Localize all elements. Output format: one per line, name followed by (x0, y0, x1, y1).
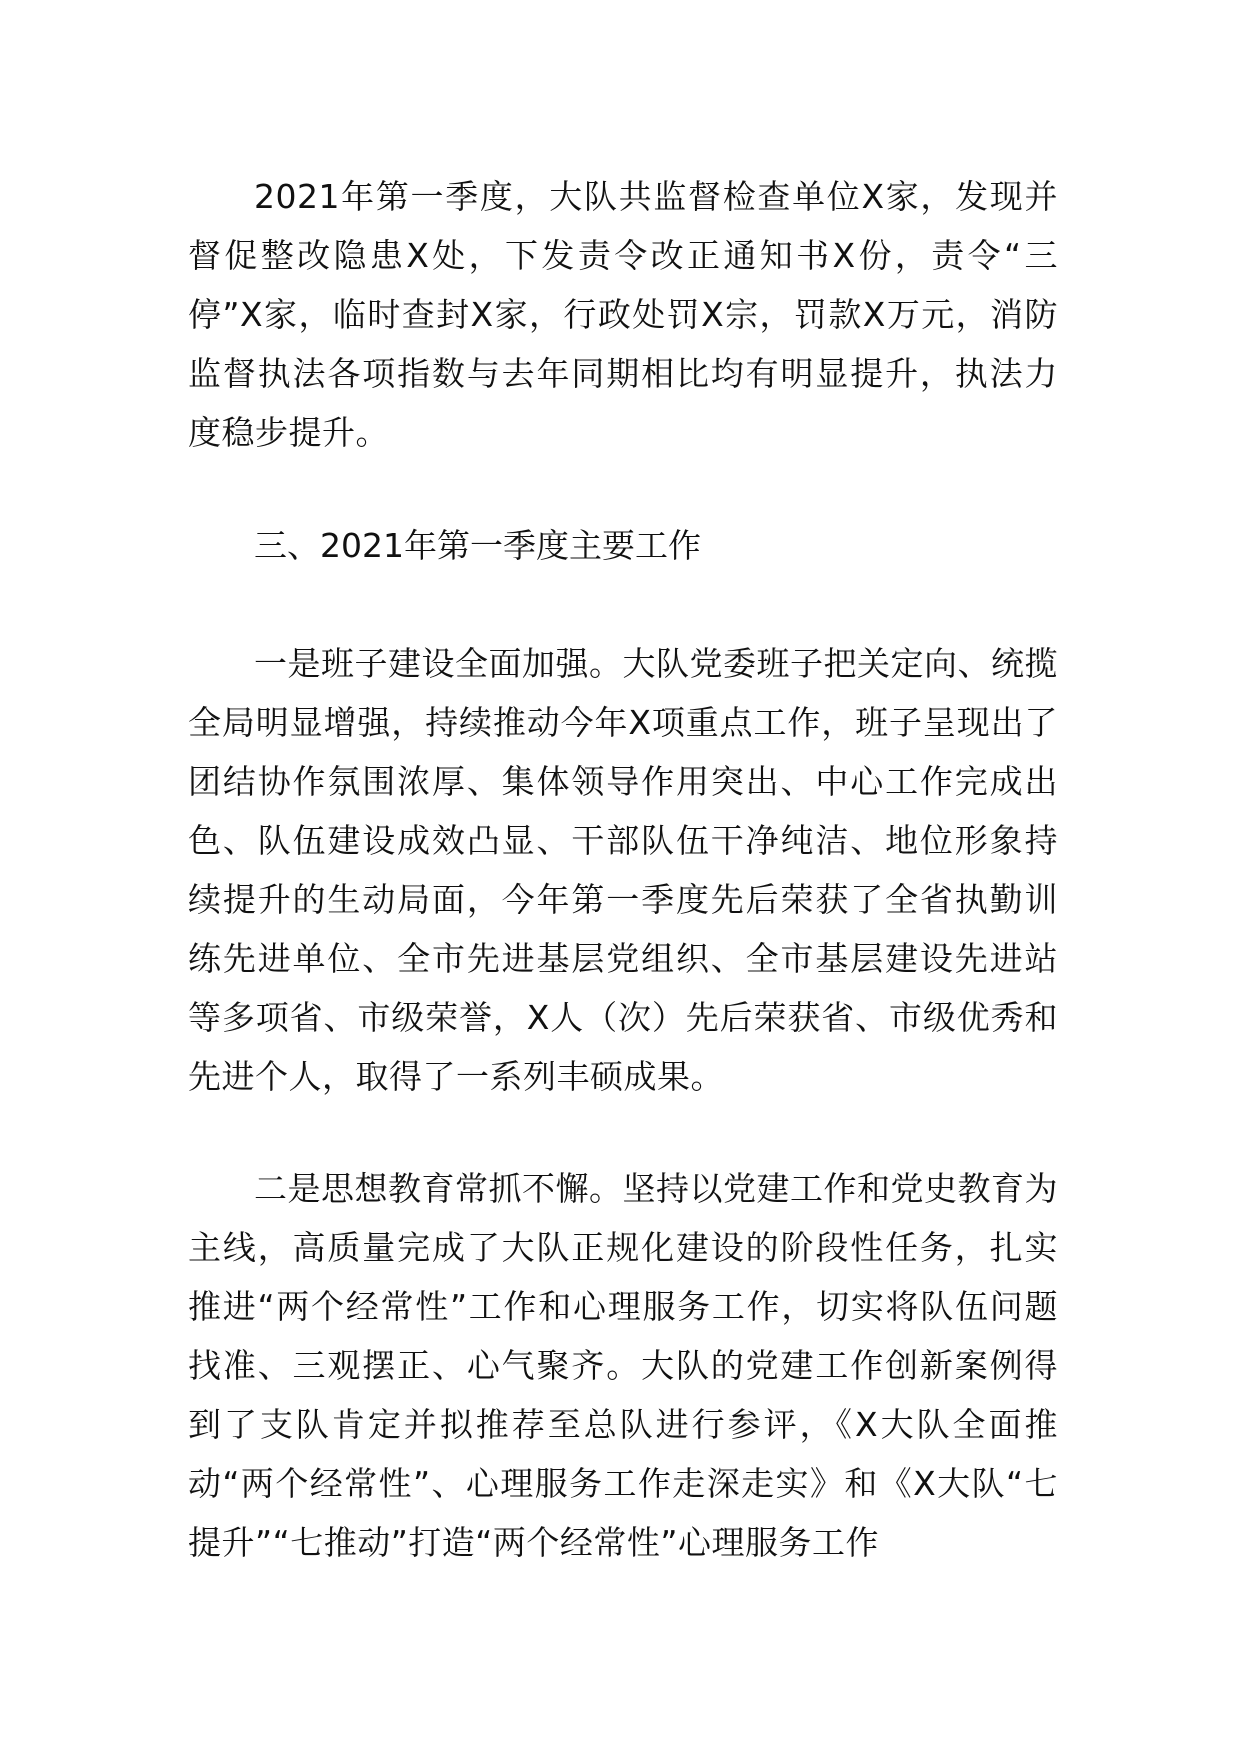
paragraph-team-building: 一是班子建设全面加强。大队党委班子把关定向、统揽全局明显增强，持续推动今年X项重点工作，班子呈现出了团结协作氛围浓厚、集体领导作用突出、中心工作完成出色、队伍建设成效凸显、干部队伍干净纯洁、地位形象持续提升的生动局面，今年第一季度先后荣获了全省执勤训练先进单位、全市先进基层党组织、全市基层建设先进站等多项省、市级荣誉，X人（次）先后荣获省、市级优秀和先进个人，取得了一系列丰硕成果。 (188, 644, 1058, 1096)
paragraph-ideological-education: 二是思想教育常抓不懈。坚持以党建工作和党史教育为主线，高质量完成了大队正规化建设的阶段性任务，扎实推进“两个经常性”工作和心理服务工作，切实将队伍问题找准、三观摆正、心气聚齐。大队的党建工作创新案例得到了支队肯定并拟推荐至总队进行参评，《X大队全面推动“两个经常性”、心理服务工作走深走实》和《X大队“七提升”“七推动”打造“两个经常性”心理服务工作 (188, 1169, 1058, 1562)
paragraph-enforcement-summary: 2021年第一季度，大队共监督检查单位X家，发现并督促整改隐患X处，下发责令改正通知书X份，责令“三停”X家，临时查封X家，行政处罚X宗，罚款X万元，消防监督执法各项指数与去年同期相比均有明显提升，执法力度稳步提升。 (188, 177, 1058, 452)
section-heading: 三、2021年第一季度主要工作 (254, 526, 701, 565)
